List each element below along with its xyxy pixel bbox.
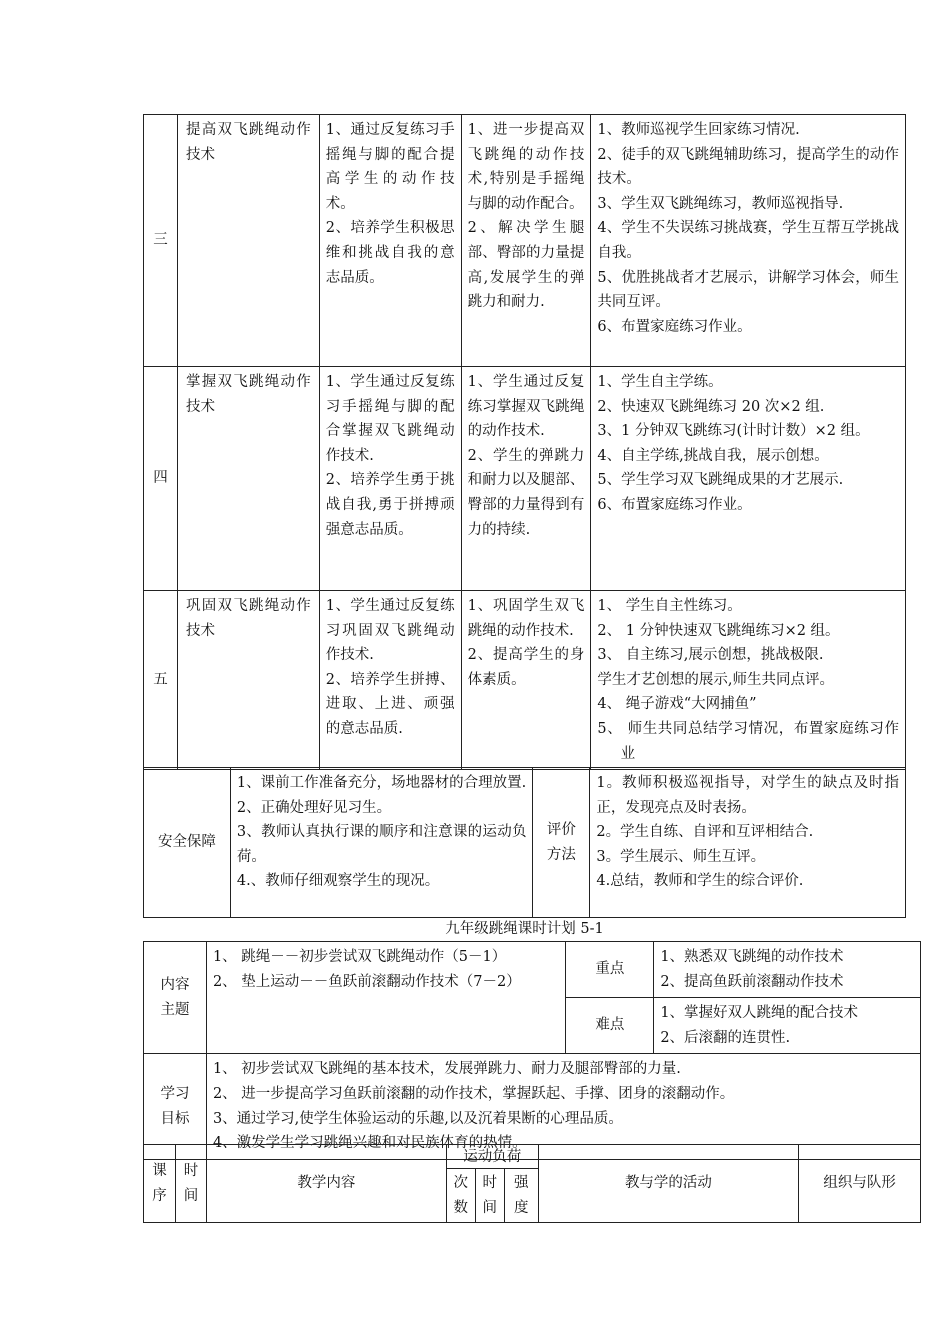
header-count: 次数: [446, 1169, 475, 1223]
list-item: 2、解决学生腿部、臀部的力量提高,发展学生的弹跳力和耐力.: [467, 220, 585, 311]
difficulty-label: 难点: [566, 998, 654, 1054]
difficulty-list: [654, 998, 921, 1054]
header-teaching-content: 教学内容: [206, 1145, 446, 1223]
list-item: 2、学生的弹跳力和耐力以及腿部、臀部的力量得到有力的持续.: [467, 447, 585, 538]
list-item: 1、 学生自主性练习。: [597, 598, 742, 614]
list-item: 4、激发学生学习跳绳兴趣和对民族体育的热情。: [212, 1135, 527, 1152]
weekly-plan-table: [143, 114, 906, 770]
list-item: 1、课前工作准备充分，场地器材的合理放置.: [236, 775, 527, 791]
list-item: 2、后滚翻的连贯性.: [660, 1029, 791, 1046]
list-item: 1、 初步尝试双飞跳绳的基本技术，发展弹跳力、耐力及腿部臀部的力量.: [212, 1061, 681, 1078]
week-number: 五: [144, 591, 178, 770]
list-item: 3。学生展示、师生互评。: [596, 848, 766, 865]
list-item: 3、教师认真执行课的顺序和注意课的运动负荷。: [236, 824, 527, 865]
list-item: 4、 绳子游戏“大网捕鱼”: [597, 696, 757, 713]
list-item: 2、培养学生拼搏、进取、上进、顽强的意志品质.: [325, 671, 455, 737]
week-focus: [461, 367, 591, 591]
week-goals: [319, 591, 461, 770]
week-activities: [591, 367, 906, 591]
list-item: 6、布置家庭练习作业。: [597, 318, 752, 335]
week-row: [144, 591, 906, 770]
list-item: 2、徒手的双飞跳绳辅助练习，提高学生的动作技术。: [597, 146, 899, 188]
week-focus: [461, 591, 591, 770]
week-content: 提高双飞跳绳动作技术: [177, 115, 319, 367]
week-activities: [591, 115, 906, 367]
list-item: 1、巩固学生双飞跳绳的动作技术.: [467, 598, 585, 639]
list-item: 3、学生双飞跳绳练习，教师巡视指导.: [597, 195, 844, 212]
list-item: 2、快速双飞跳绳练习 20 次×2 组.: [597, 398, 825, 415]
safety-evaluation-table: [143, 767, 906, 918]
list-item: 2、培养学生积极思维和挑战自我的意志品质。: [325, 220, 455, 286]
week-row: [144, 115, 906, 367]
safety-list: [230, 768, 533, 918]
list-item: 2、培养学生勇于挑战自我,勇于拼搏顽强意志品质。: [325, 472, 455, 538]
list-item: 1、掌握好双人跳绳的配合技术: [660, 1005, 859, 1022]
list-item: 1、学生通过反复练习掌握双飞跳绳的动作技术.: [467, 374, 585, 440]
week-content: 巩固双飞跳绳动作技术: [177, 591, 319, 770]
list-item: 1、通过反复练习手摇绳与脚的配合提高学生的动作技术。: [325, 122, 455, 212]
plan-title: 九年级跳绳课时计划 5-1: [445, 921, 604, 937]
list-item: 3、通过学习,使学生体验运动的乐趣,以及沉着果断的心理品质。: [212, 1110, 623, 1127]
week-goals: [319, 367, 461, 591]
header-activities: 教与学的活动: [538, 1145, 798, 1223]
content-list: [206, 942, 565, 1054]
list-item: 1、学生通过反复练习巩固双飞跳绳动作技术.: [325, 598, 455, 664]
evaluation-label: 评价方法: [533, 768, 590, 918]
list-item: 2、提高学生的身体素质。: [467, 647, 585, 688]
list-item: 3、1 分钟双飞跳练习(计时计数）×2 组。: [597, 423, 870, 440]
list-item: 2、 1 分钟快速双飞跳绳练习×2 组。: [597, 622, 840, 639]
list-item: 2、 垫上运动－－鱼跃前滚翻动作技术（7－2）: [212, 973, 521, 990]
list-item: 1、学生自主学练。: [597, 374, 723, 390]
lesson-plan-table: [143, 941, 921, 1160]
key-label: 重点: [566, 942, 654, 998]
list-item: 1、 跳绳－－初步尝试双飞跳绳动作（5－1）: [212, 949, 507, 965]
content-label: 内容主题: [144, 942, 207, 1054]
evaluation-list: [590, 768, 906, 918]
header-organization: 组织与队形: [799, 1145, 921, 1223]
week-number: 四: [144, 367, 178, 591]
list-item: 5、优胜挑战者才艺展示，讲解学习体会，师生共同互评。: [597, 269, 899, 311]
list-item: 4.总结，教师和学生的综合评价.: [596, 873, 804, 890]
week-goals: [319, 115, 461, 367]
goals-label: 学习目标: [144, 1054, 207, 1159]
list-item: 4、自主学练,挑战自我，展示创想。: [597, 447, 829, 464]
lesson-columns-header: [143, 1144, 921, 1223]
list-item: 1、学生通过反复练习手摇绳与脚的配合掌握双飞跳绳动作技术.: [325, 374, 455, 464]
header-duration: 时间: [475, 1169, 504, 1223]
list-item: 2、正确处理好见习生。: [236, 799, 392, 816]
header-intensity: 强度: [504, 1169, 538, 1223]
list-item: 5、学生学习双飞跳绳成果的才艺展示.: [597, 472, 844, 489]
list-item: 4.、教师仔细观察学生的现况。: [236, 873, 440, 890]
list-item: 6、布置家庭练习作业。: [597, 496, 752, 513]
week-activities: [591, 591, 906, 770]
list-item: 4、学生不失误练习挑战赛，学生互帮互学挑战自我。: [597, 220, 899, 261]
header-time: 时间: [175, 1145, 206, 1223]
week-focus: [461, 115, 591, 367]
list-item: 3、 自主练习,展示创想，挑战极限.: [597, 647, 824, 664]
list-item: 学生才艺创想的展示,师生共同点评。: [597, 671, 835, 688]
list-item: 1、熟悉双飞跳绳的动作技术: [660, 949, 844, 965]
header-order: 课序: [144, 1145, 176, 1223]
week-number: 三: [144, 115, 178, 367]
header-load: 运动负荷: [446, 1145, 538, 1169]
list-item: 2。学生自练、自评和互评相结合.: [596, 824, 814, 841]
list-item: 1。教师积极巡视指导，对学生的缺点及时指正，发现亮点及时表扬。: [596, 775, 899, 816]
safety-label: 安全保障: [144, 768, 231, 918]
list-item: 5、 师生共同总结学习情况，布置家庭练习作业: [597, 720, 899, 762]
list-item: 1、进一步提高双飞跳绳的动作技术,特别是手摇绳与脚的动作配合。: [467, 122, 585, 212]
week-content: 掌握双飞跳绳动作技术: [177, 367, 319, 591]
list-item: 1、教师巡视学生回家练习情况.: [597, 122, 800, 138]
list-item: 2、 进一步提高学习鱼跃前滚翻的动作技术，掌握跃起、手撑、团身的滚翻动作。: [212, 1085, 735, 1102]
list-item: 2、提高鱼跃前滚翻动作技术: [660, 973, 844, 990]
key-list: [654, 942, 921, 998]
week-row: [144, 367, 906, 591]
